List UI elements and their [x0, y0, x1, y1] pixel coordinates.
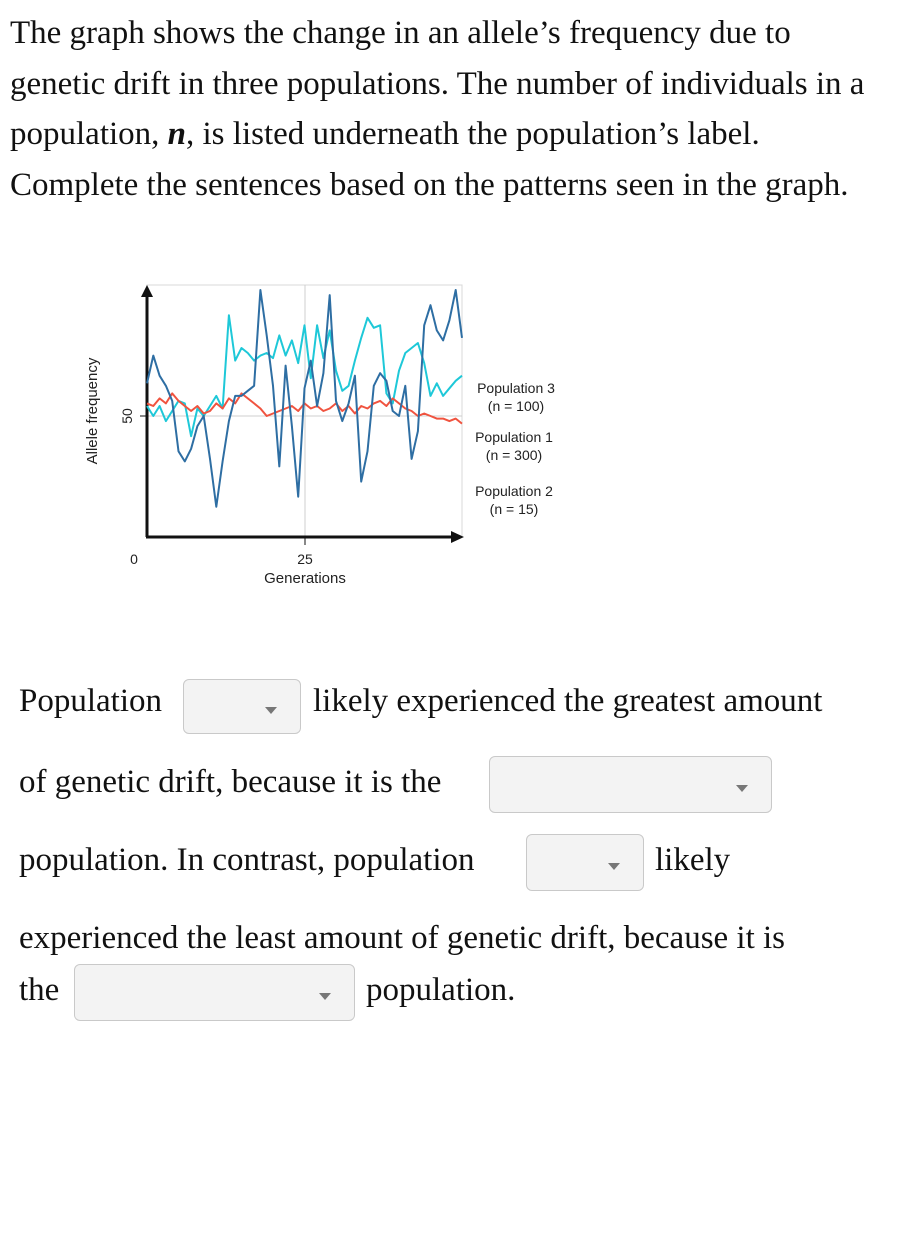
greatest-drift-population-dropdown[interactable]: [183, 679, 301, 734]
question-intro-end: , is listed underneath the population’s label. Complete the sentences based on the patterns seen in the graph.: [10, 116, 849, 203]
y-axis-arrow: [141, 285, 153, 297]
x-tick-label-25: 25: [297, 551, 313, 567]
chevron-down-icon: [319, 993, 331, 1000]
series-size-population-3: (n = 100): [487, 398, 545, 414]
series-label-population-3: Population 3: [477, 380, 555, 396]
series-size-population-1: (n = 300): [485, 447, 543, 463]
sentence-4: experienced the least amount of genetic drift, because it is: [19, 920, 786, 956]
sentence-5-start: the: [19, 972, 60, 1008]
sentence-5-end: population.: [366, 972, 516, 1008]
series-label-population-1: Population 1: [475, 429, 553, 445]
question-text: [10, 8, 890, 210]
n-symbol: n: [167, 116, 187, 152]
y-axis-label: Allele frequency: [84, 357, 101, 465]
y-tick-label-50: 50: [119, 408, 135, 424]
sentence-1-end: likely experienced the greatest amount: [313, 683, 823, 719]
least-drift-population-dropdown[interactable]: [526, 834, 644, 891]
allele-frequency-chart: [80, 275, 580, 605]
chevron-down-icon: [736, 785, 748, 792]
question-intro-start: The graph shows the change in an allele’s frequency due to genetic drift in three populations. The number of individuals in a population,: [10, 15, 865, 152]
series-size-population-2: (n = 15): [489, 501, 539, 517]
x-axis-label: Generations: [264, 570, 346, 587]
sentence-1-start: Population: [19, 683, 163, 719]
series-label-population-2: Population 2: [475, 483, 553, 499]
least-drift-size-dropdown[interactable]: [74, 964, 355, 1021]
sentence-3-start: population. In contrast, population: [19, 842, 475, 878]
sentence-2-start: of genetic drift, because it is the: [19, 764, 442, 800]
chevron-down-icon: [265, 707, 277, 714]
x-tick-label-0: 0: [130, 551, 138, 567]
greatest-drift-size-dropdown[interactable]: [489, 756, 772, 813]
sentence-3-end: likely: [655, 842, 731, 878]
chevron-down-icon: [608, 863, 620, 870]
